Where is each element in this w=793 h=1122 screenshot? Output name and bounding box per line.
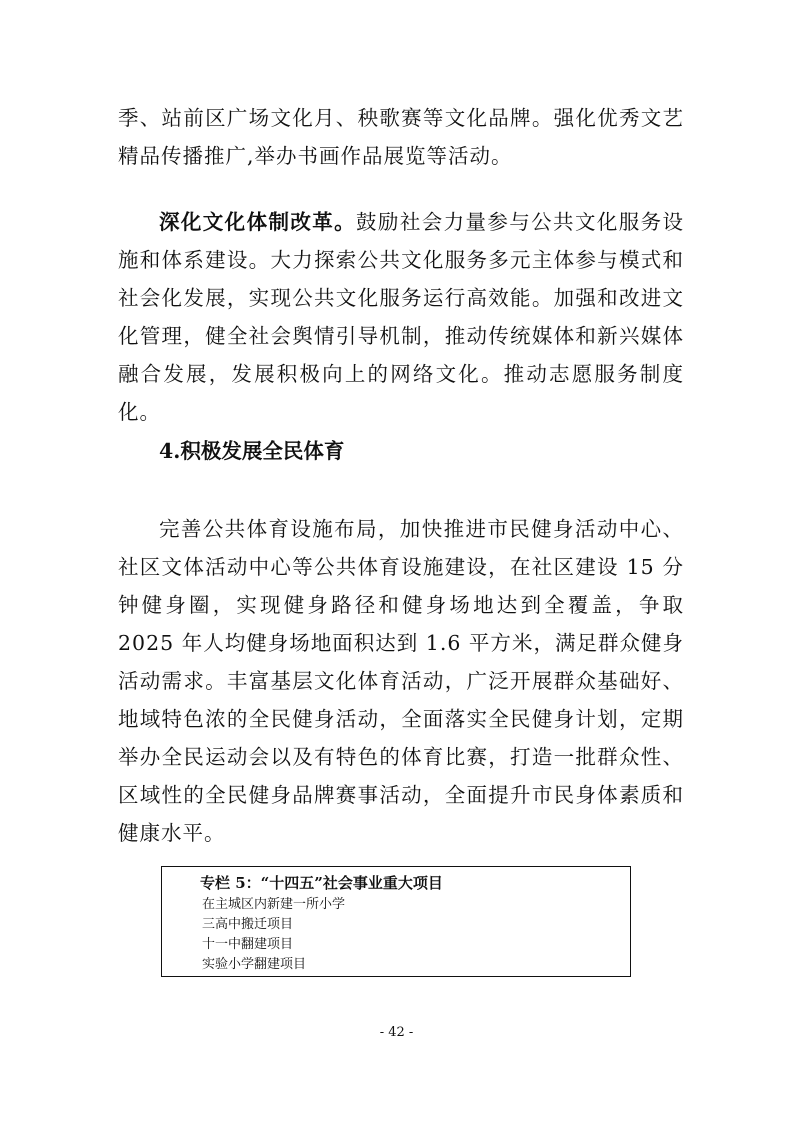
box-item: 实验小学翻建项目 xyxy=(202,957,307,972)
paragraph-sports: 完善公共体育设施布局，加快推进市民健身活动中心、社区文体活动中心等公共体育设施建设，在社区建设 15 分钟健身圈，实现健身路径和健身场地达到全覆盖，争取 2025 年人均健身场地面积达到 1.6 平方米，满足群众健身活动需求。丰富基层文化体育活动，广泛开展群众基础好、地域特色浓的全民健身活动，全面落实全民健身计划，定期举办全民运动会以及有特色的体育比赛，打造一批群众性、区域性的全民健身品牌赛事活动，全面提升市民身体素质和健康水平。 xyxy=(118,517,684,845)
paragraph-lead-bold: 深化文化体制改革。 xyxy=(159,210,357,234)
section-heading: 4.积极发展全民体育 xyxy=(159,439,345,463)
paragraph-body: 鼓励社会力量参与公共文化服务设施和体系建设。大力探索公共文化服务多元主体参与模式和社会化发展，实现公共文化服务运行高效能。加强和改进文化管理，健全社会舆情引导机制，推动传统媒体和新兴媒体融合发展，发展积极向上的网络文化。推动志愿服务制度化。 xyxy=(118,210,685,424)
box-item: 三高中搬迁项目 xyxy=(202,917,294,932)
box-title: 专栏 5：“十四五”社会事业重大项目 xyxy=(200,874,443,892)
page-number: - 42 - xyxy=(379,1025,414,1040)
paragraph-culture-reform xyxy=(118,203,684,431)
paragraph-culture-brands: 季、站前区广场文化月、秧歌赛等文化品牌。强化优秀文艺精品传播推广,举办书画作品展览等活动。 xyxy=(118,106,684,168)
project-column-box xyxy=(161,866,631,977)
box-item: 十一中翻建项目 xyxy=(202,937,294,952)
box-item: 在主城区内新建一所小学 xyxy=(202,897,346,912)
